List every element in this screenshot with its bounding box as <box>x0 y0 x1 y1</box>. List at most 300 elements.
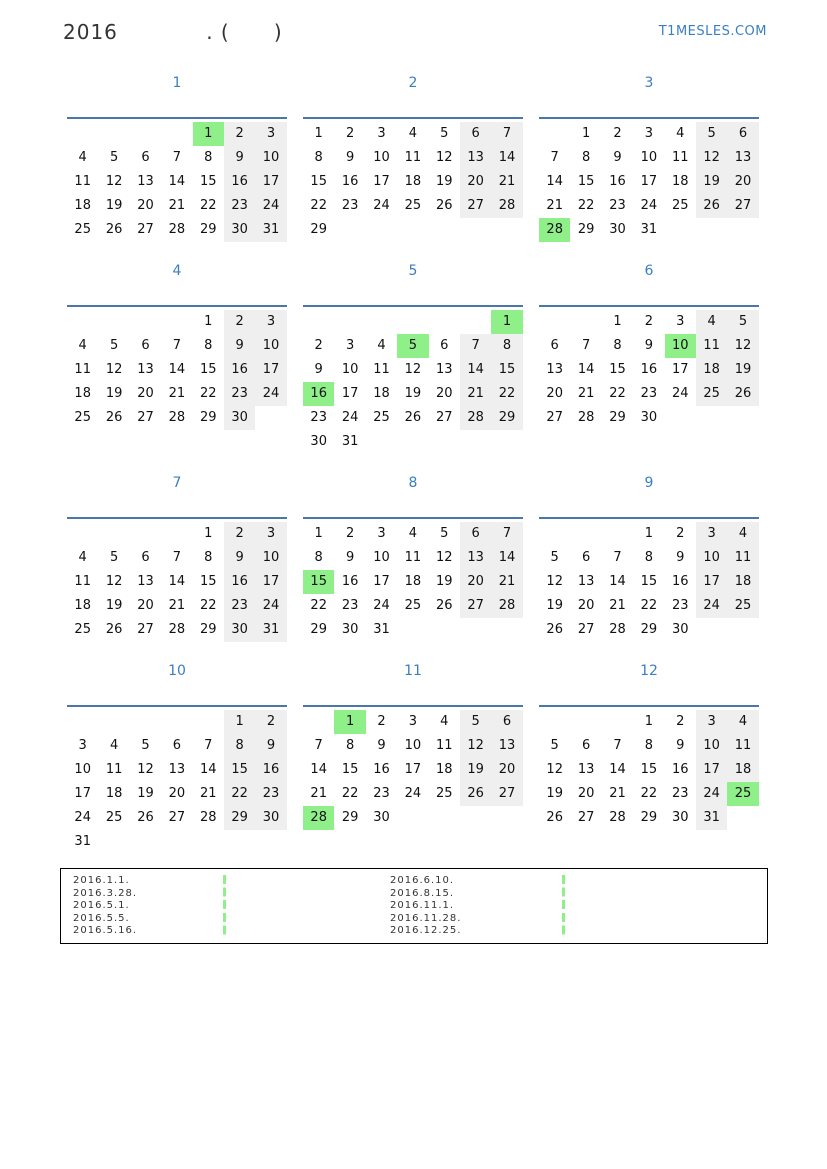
holiday-date: 2016.1.1. <box>73 875 130 886</box>
day-cell: 11 <box>727 546 758 570</box>
week-row <box>539 406 759 430</box>
day-cell: 18 <box>727 570 758 594</box>
day-cell: 11 <box>435 738 453 753</box>
empty-cell <box>366 430 397 454</box>
day-cell: 10 <box>696 734 727 758</box>
day-cell: 5 <box>440 126 449 141</box>
day-cell: 7 <box>460 334 491 358</box>
day-cell: 2 <box>676 714 685 729</box>
day-cell: 21 <box>460 382 491 406</box>
day-cell: 26 <box>105 222 123 237</box>
day-cell: 14 <box>168 174 186 189</box>
day-cell: 24 <box>74 810 91 825</box>
day-cell: 22 <box>224 782 255 806</box>
day-cell: 27 <box>491 782 522 806</box>
week-row <box>303 382 523 406</box>
week-row <box>539 546 759 570</box>
day-cell: 14 <box>310 762 327 777</box>
empty-cell <box>193 710 224 734</box>
day-cell: 4 <box>727 522 758 546</box>
week-row <box>67 194 287 218</box>
day-cell: 22 <box>341 786 359 801</box>
day-cell: 27 <box>137 222 154 237</box>
month-title: 7 <box>172 475 182 491</box>
day-cell: 26 <box>696 194 727 218</box>
day-cell: 12 <box>435 550 453 565</box>
empty-cell <box>665 406 696 430</box>
week-row <box>67 734 287 758</box>
day-cell: 24 <box>255 382 286 406</box>
week-row <box>303 782 523 806</box>
day-cell: 14 <box>199 762 217 777</box>
empty-cell <box>460 310 491 334</box>
day-cell: 7 <box>314 738 323 753</box>
day-cell: 7 <box>613 550 622 565</box>
empty-cell <box>98 710 129 734</box>
day-cell: 26 <box>460 782 491 806</box>
day-cell: 20 <box>727 170 758 194</box>
day-cell: 14 <box>491 146 522 170</box>
day-cell: 27 <box>137 410 154 425</box>
day-cell: 31 <box>373 622 390 637</box>
day-cell: 1 <box>204 526 213 541</box>
day-cell: 22 <box>609 386 626 401</box>
day-cell: 15 <box>491 358 522 382</box>
week-row <box>303 806 523 830</box>
day-cell: 12 <box>105 174 123 189</box>
day-cell: 1 <box>334 710 365 734</box>
day-cell: 29 <box>640 810 658 825</box>
day-cell: 31 <box>341 434 359 449</box>
day-cell: 13 <box>168 762 186 777</box>
empty-cell <box>429 430 460 454</box>
day-cell: 14 <box>168 362 186 377</box>
day-cell: 24 <box>255 594 286 618</box>
day-cell: 1 <box>644 714 653 729</box>
week-row <box>539 218 759 242</box>
week-row <box>303 710 523 734</box>
day-cell: 15 <box>609 362 626 377</box>
day-cell: 6 <box>550 338 559 353</box>
empty-cell <box>303 710 334 734</box>
month-10 <box>67 660 287 854</box>
day-cell: 27 <box>460 594 491 618</box>
empty-cell <box>570 710 601 734</box>
holiday-list-left <box>73 875 137 938</box>
day-cell: 30 <box>640 410 658 425</box>
day-cell: 14 <box>546 174 563 189</box>
month-8 <box>303 472 523 642</box>
day-cell: 9 <box>224 546 255 570</box>
day-cell: 2 <box>676 526 685 541</box>
day-cell: 15 <box>577 174 595 189</box>
day-cell: 6 <box>581 550 591 565</box>
day-cell: 26 <box>435 198 453 213</box>
week-row <box>303 522 523 546</box>
month-title: 12 <box>640 663 658 679</box>
day-cell: 13 <box>727 146 758 170</box>
week-row <box>539 334 759 358</box>
day-cell: 1 <box>193 122 224 146</box>
empty-cell <box>397 218 428 242</box>
day-cell: 6 <box>581 738 591 753</box>
day-cell: 8 <box>204 338 213 353</box>
day-cell: 28 <box>199 810 217 825</box>
week-row <box>539 618 759 642</box>
week-row <box>539 310 759 334</box>
week-row <box>303 358 523 382</box>
day-cell: 22 <box>491 382 522 406</box>
empty-cell <box>539 522 570 546</box>
day-cell: 5 <box>550 550 559 565</box>
day-cell: 25 <box>696 382 727 406</box>
empty-cell <box>130 830 161 854</box>
day-cell: 10 <box>696 546 727 570</box>
week-row <box>303 146 523 170</box>
month-title: 10 <box>168 663 186 679</box>
day-cell: 4 <box>696 310 727 334</box>
day-cell: 18 <box>74 198 91 213</box>
day-cell: 20 <box>137 198 154 213</box>
day-cell: 18 <box>74 598 91 613</box>
month-title: 4 <box>172 263 182 279</box>
day-cell: 21 <box>310 786 327 801</box>
day-cell: 30 <box>341 622 359 637</box>
day-cell: 16 <box>373 762 390 777</box>
day-cell: 20 <box>435 386 453 401</box>
day-cell: 16 <box>303 382 334 406</box>
day-cell: 9 <box>676 550 685 565</box>
day-cell: 24 <box>341 410 359 425</box>
day-cell: 12 <box>727 334 758 358</box>
week-row <box>303 546 523 570</box>
day-cell: 29 <box>310 622 327 637</box>
empty-cell <box>255 406 286 430</box>
day-cell: 4 <box>78 150 87 165</box>
day-cell: 20 <box>460 170 491 194</box>
day-cell: 18 <box>105 786 123 801</box>
day-cell: 19 <box>546 598 563 613</box>
empty-cell <box>193 830 224 854</box>
month-title: 9 <box>644 475 654 491</box>
empty-cell <box>397 430 428 454</box>
day-cell: 10 <box>665 334 696 358</box>
day-cell: 2 <box>377 714 386 729</box>
day-cell: 15 <box>640 762 658 777</box>
day-cell: 22 <box>199 198 217 213</box>
month-divider <box>67 305 287 307</box>
empty-cell <box>366 310 397 334</box>
month-divider <box>67 517 287 519</box>
day-cell: 22 <box>640 786 658 801</box>
day-cell: 9 <box>676 738 685 753</box>
day-cell: 5 <box>696 122 727 146</box>
day-cell: 24 <box>696 594 727 618</box>
empty-cell <box>727 218 758 242</box>
day-cell: 19 <box>105 598 123 613</box>
day-cell: 24 <box>671 386 689 401</box>
empty-cell <box>491 218 522 242</box>
day-cell: 4 <box>727 710 758 734</box>
day-cell: 21 <box>168 386 186 401</box>
week-row <box>67 758 287 782</box>
day-cell: 28 <box>491 594 522 618</box>
month-divider <box>303 705 523 707</box>
day-cell: 28 <box>577 410 595 425</box>
day-cell: 10 <box>255 546 286 570</box>
empty-cell <box>696 618 727 642</box>
day-cell: 19 <box>105 386 123 401</box>
day-cell: 13 <box>491 734 522 758</box>
day-cell: 14 <box>460 358 491 382</box>
empty-cell <box>429 310 460 334</box>
day-cell: 11 <box>105 762 123 777</box>
day-cell: 7 <box>172 550 181 565</box>
week-row <box>67 334 287 358</box>
day-cell: 12 <box>696 146 727 170</box>
day-cell: 9 <box>255 734 286 758</box>
day-cell: 25 <box>404 198 422 213</box>
month-divider <box>539 517 759 519</box>
day-cell: 12 <box>546 762 563 777</box>
empty-cell <box>366 218 397 242</box>
day-cell: 22 <box>640 598 658 613</box>
day-cell: 9 <box>314 362 323 377</box>
empty-cell <box>397 618 428 642</box>
day-cell: 6 <box>440 338 449 353</box>
site-logo[interactable]: T1MESLES.COM <box>658 24 767 39</box>
day-cell: 31 <box>696 806 727 830</box>
day-cell: 11 <box>727 734 758 758</box>
day-cell: 27 <box>168 810 186 825</box>
day-cell: 17 <box>74 786 91 801</box>
day-cell: 16 <box>224 358 255 382</box>
day-cell: 30 <box>373 810 390 825</box>
day-cell: 29 <box>199 622 217 637</box>
day-cell: 1 <box>581 126 591 141</box>
day-cell: 7 <box>491 122 522 146</box>
week-row <box>539 710 759 734</box>
week-row <box>67 406 287 430</box>
day-cell: 3 <box>78 738 87 753</box>
month-divider <box>303 117 523 119</box>
day-cell: 26 <box>105 410 123 425</box>
day-cell: 25 <box>727 782 758 806</box>
day-cell: 3 <box>377 526 386 541</box>
week-row <box>67 122 287 146</box>
holiday-date: 2016.5.1. <box>73 900 130 912</box>
day-cell: 6 <box>141 550 150 565</box>
day-cell: 3 <box>644 126 653 141</box>
day-cell: 17 <box>696 570 727 594</box>
day-cell: 8 <box>644 738 653 753</box>
day-cell: 27 <box>435 410 453 425</box>
day-cell: 18 <box>404 174 422 189</box>
month-divider <box>67 117 287 119</box>
empty-cell <box>130 122 161 146</box>
empty-cell <box>665 218 696 242</box>
day-cell: 10 <box>640 150 658 165</box>
empty-cell <box>491 430 522 454</box>
day-cell: 26 <box>137 810 154 825</box>
day-cell: 8 <box>613 338 622 353</box>
empty-cell <box>727 806 758 830</box>
month-title: 2 <box>408 75 418 91</box>
day-cell: 28 <box>491 194 522 218</box>
day-cell: 3 <box>255 522 286 546</box>
day-cell: 11 <box>696 334 727 358</box>
empty-cell <box>727 406 758 430</box>
day-cell: 19 <box>404 386 422 401</box>
day-cell: 22 <box>310 598 327 613</box>
day-cell: 20 <box>577 598 595 613</box>
empty-cell <box>429 618 460 642</box>
day-cell: 6 <box>141 338 150 353</box>
holiday-date: 2016.11.28. <box>390 912 462 924</box>
day-cell: 18 <box>404 574 422 589</box>
month-4 <box>67 260 287 430</box>
day-cell: 9 <box>224 146 255 170</box>
day-cell: 2 <box>255 710 286 734</box>
empty-cell <box>98 310 129 334</box>
day-cell: 19 <box>460 758 491 782</box>
day-cell: 25 <box>404 598 422 613</box>
week-row <box>303 194 523 218</box>
empty-cell <box>460 618 491 642</box>
day-cell: 15 <box>640 574 658 589</box>
day-cell: 26 <box>105 622 123 637</box>
day-cell: 28 <box>539 218 570 242</box>
day-cell: 23 <box>224 382 255 406</box>
week-row <box>539 758 759 782</box>
day-cell: 19 <box>105 198 123 213</box>
month-title: 11 <box>404 663 422 679</box>
week-row <box>539 146 759 170</box>
day-cell: 21 <box>168 198 186 213</box>
day-cell: 2 <box>224 122 255 146</box>
day-cell: 26 <box>546 622 563 637</box>
month-1 <box>67 72 287 242</box>
week-row <box>67 218 287 242</box>
day-cell: 29 <box>577 222 595 237</box>
week-row <box>67 782 287 806</box>
month-12 <box>539 660 759 830</box>
day-cell: 8 <box>345 738 355 753</box>
month-11 <box>303 660 523 830</box>
week-row <box>539 522 759 546</box>
day-cell: 31 <box>255 218 286 242</box>
empty-cell <box>602 710 633 734</box>
day-cell: 27 <box>577 810 595 825</box>
day-cell: 19 <box>435 574 453 589</box>
week-row <box>303 734 523 758</box>
day-cell: 18 <box>435 762 453 777</box>
day-cell: 17 <box>373 174 390 189</box>
day-cell: 25 <box>671 198 689 213</box>
day-cell: 29 <box>491 406 522 430</box>
holiday-date: 2016.5.5. <box>73 912 130 924</box>
day-cell: 26 <box>727 382 758 406</box>
month-9 <box>539 472 759 642</box>
empty-cell <box>130 522 161 546</box>
month-7 <box>67 472 287 642</box>
day-cell: 28 <box>609 622 626 637</box>
week-row <box>539 170 759 194</box>
day-cell: 10 <box>373 550 390 565</box>
day-cell: 5 <box>109 150 119 165</box>
day-cell: 23 <box>373 786 390 801</box>
empty-cell <box>460 218 491 242</box>
week-row <box>67 170 287 194</box>
day-cell: 21 <box>609 786 626 801</box>
week-row <box>303 430 523 454</box>
day-cell: 30 <box>671 622 689 637</box>
empty-cell <box>460 430 491 454</box>
empty-cell <box>98 522 129 546</box>
holiday-list-right <box>390 875 461 938</box>
empty-cell <box>224 830 255 854</box>
day-cell: 1 <box>644 526 653 541</box>
day-cell: 5 <box>460 710 491 734</box>
day-cell: 22 <box>577 198 595 213</box>
day-cell: 30 <box>671 810 689 825</box>
empty-cell <box>539 122 570 146</box>
day-cell: 28 <box>168 622 186 637</box>
day-cell: 14 <box>491 546 522 570</box>
week-row <box>67 310 287 334</box>
day-cell: 15 <box>303 570 334 594</box>
day-cell: 25 <box>74 410 91 425</box>
day-cell: 21 <box>491 570 522 594</box>
day-cell: 25 <box>435 786 453 801</box>
day-cell: 15 <box>310 174 327 189</box>
empty-cell <box>696 406 727 430</box>
holiday-date: 2016.8.15. <box>390 887 455 899</box>
day-cell: 19 <box>696 170 727 194</box>
day-cell: 15 <box>199 362 217 377</box>
month-3 <box>539 72 759 242</box>
week-row <box>539 382 759 406</box>
empty-cell <box>570 522 601 546</box>
day-cell: 29 <box>310 222 327 237</box>
week-row <box>67 546 287 570</box>
empty-cell <box>67 310 98 334</box>
day-cell: 20 <box>460 570 491 594</box>
day-cell: 23 <box>255 782 286 806</box>
day-cell: 9 <box>644 338 653 353</box>
day-cell: 7 <box>491 522 522 546</box>
day-cell: 7 <box>204 738 213 753</box>
month-divider <box>67 705 287 707</box>
day-cell: 15 <box>199 574 217 589</box>
day-cell: 21 <box>609 598 626 613</box>
day-cell: 12 <box>460 734 491 758</box>
day-cell: 2 <box>224 310 255 334</box>
empty-cell <box>727 618 758 642</box>
day-cell: 12 <box>105 362 123 377</box>
empty-cell <box>539 310 570 334</box>
day-cell: 3 <box>255 122 286 146</box>
day-cell: 1 <box>491 310 522 334</box>
empty-cell <box>397 806 428 830</box>
day-cell: 12 <box>546 574 563 589</box>
empty-cell <box>696 218 727 242</box>
day-cell: 29 <box>640 622 658 637</box>
day-cell: 14 <box>577 362 595 377</box>
day-cell: 25 <box>74 622 91 637</box>
day-cell: 13 <box>137 362 154 377</box>
day-cell: 6 <box>460 122 491 146</box>
